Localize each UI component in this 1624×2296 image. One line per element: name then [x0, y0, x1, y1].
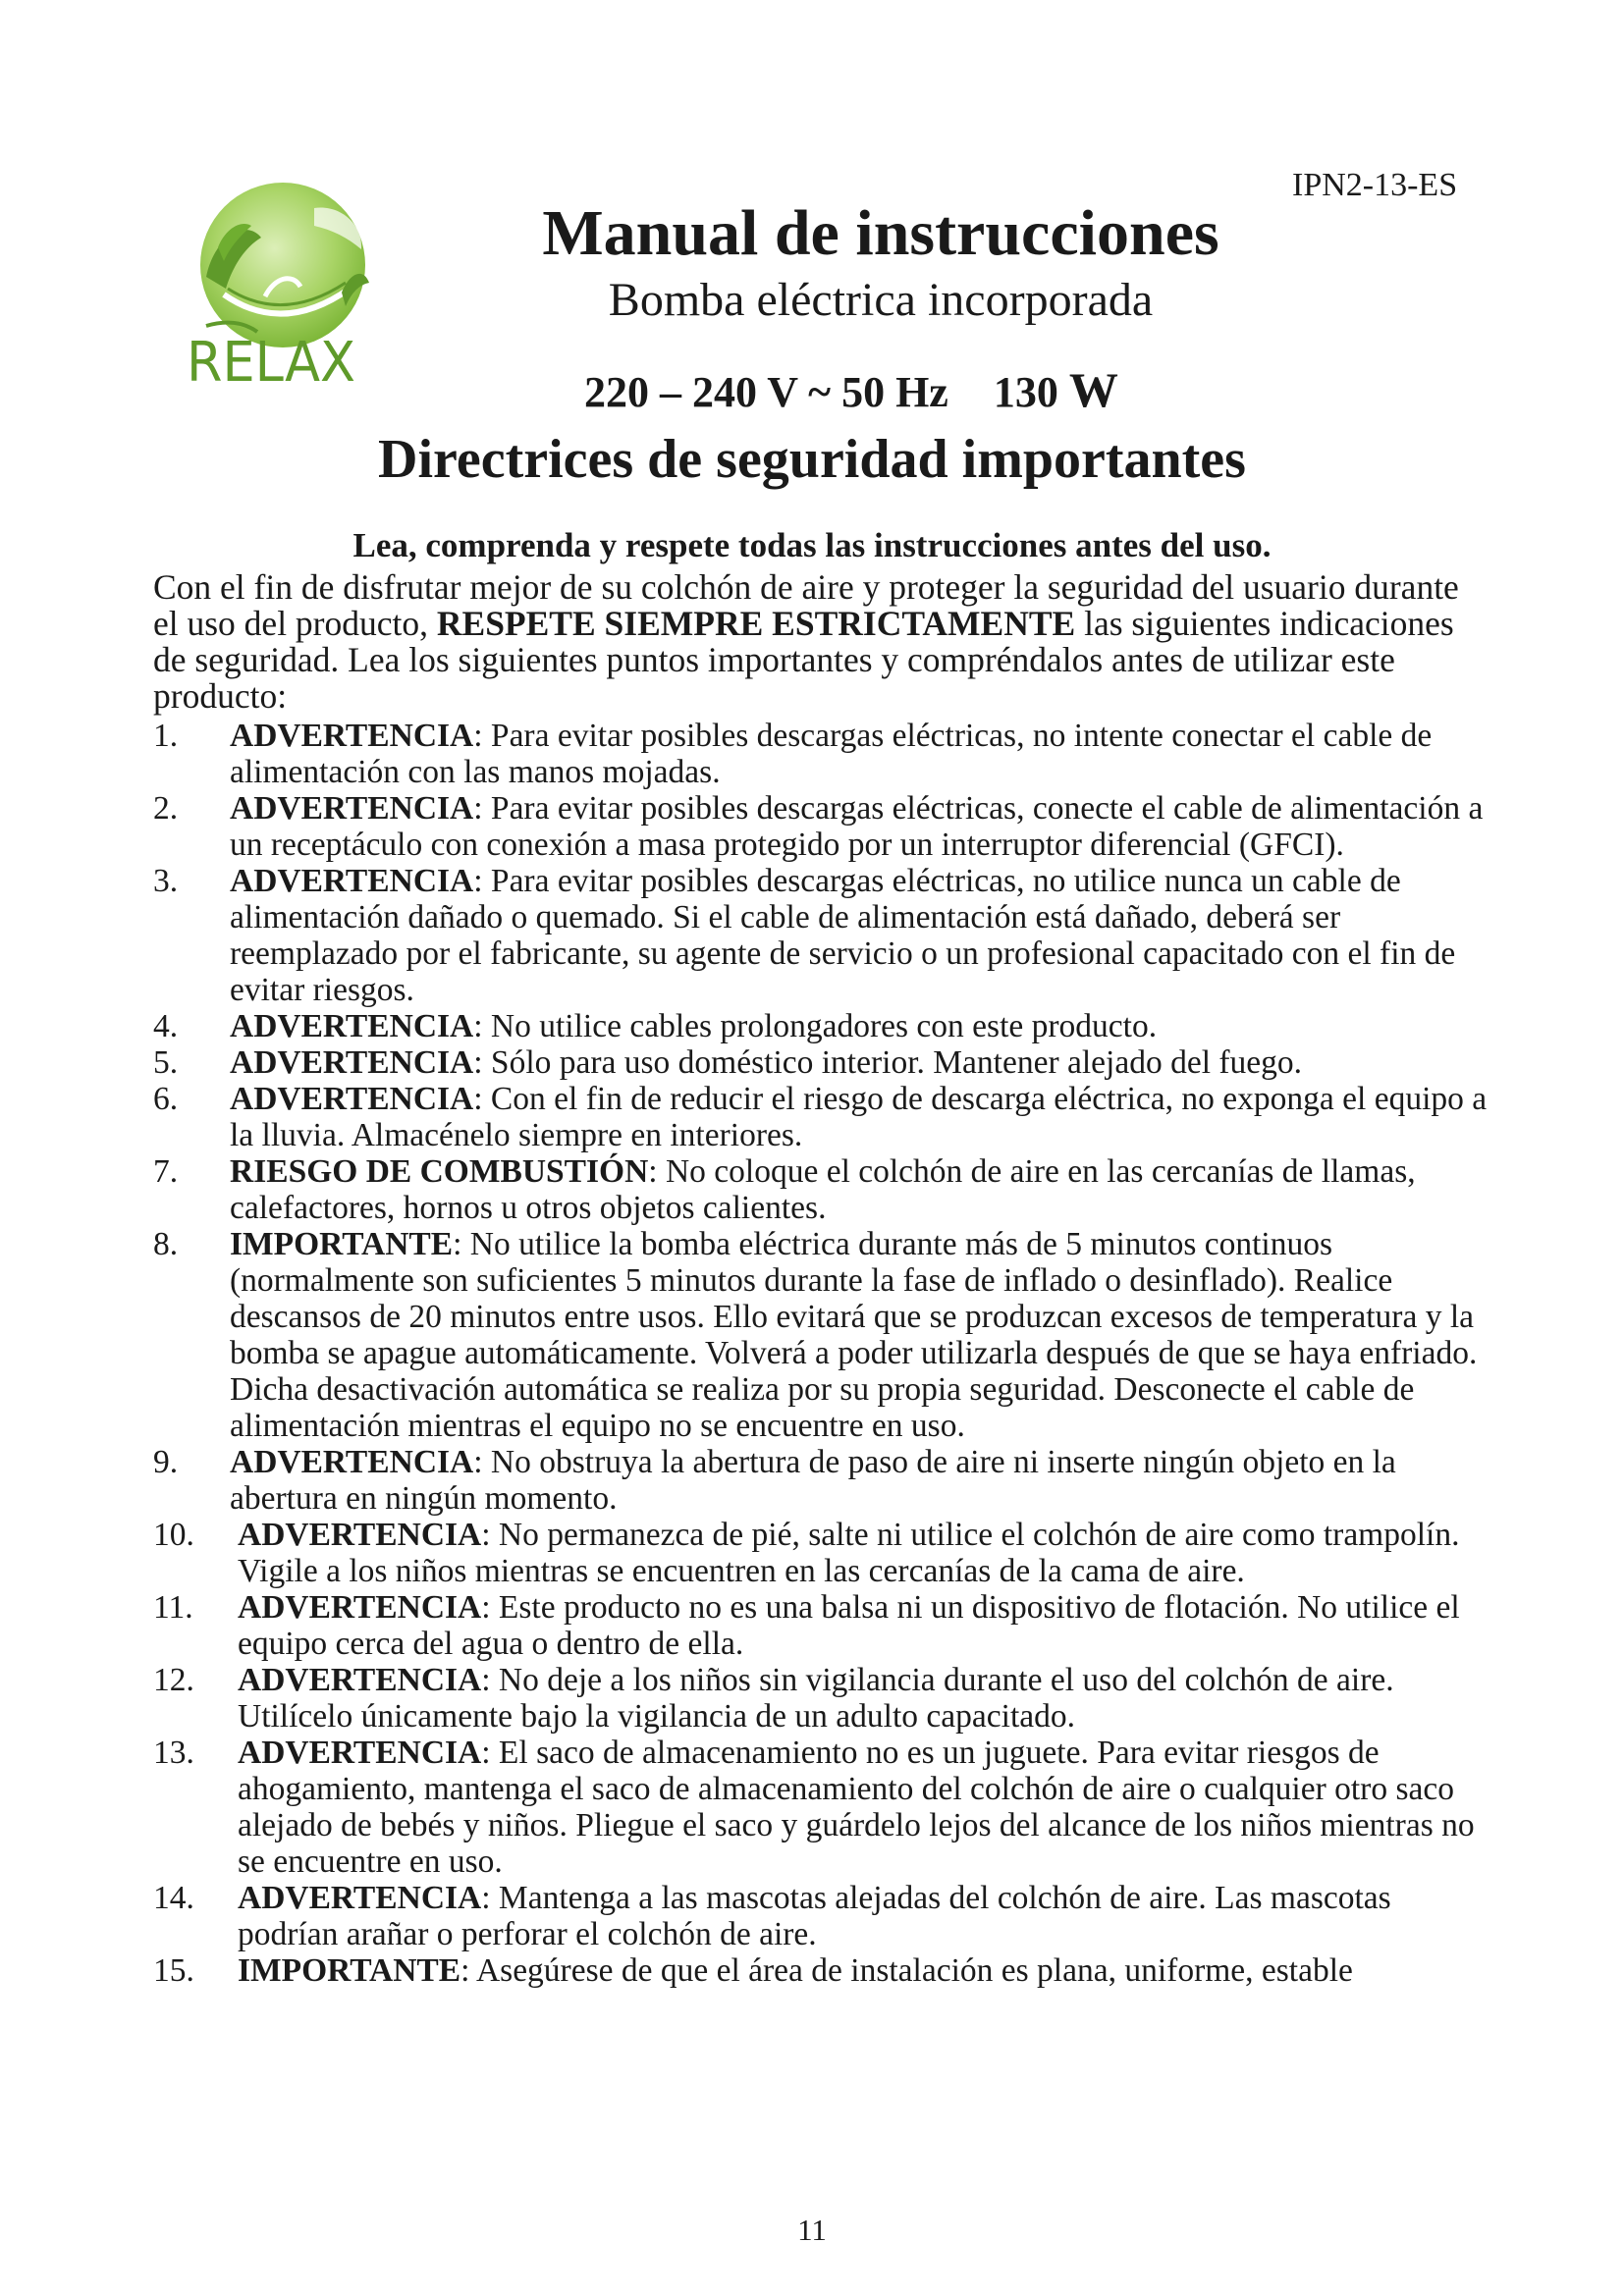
safety-warnings-list — [153, 718, 1498, 1989]
list-item — [153, 1952, 1498, 1989]
item-text: : No utilice la bomba eléctrica durante más de 5 minutos continuos (normalmente son suficientes 5 minutos durante la fase de inflado o desinflado). Realice descansos de 20 minutos entre usos. Ello evitará que se produzcan excesos de temperatura y la bomba se apague automáticamente. Volverá a poder utilizarla después de que se haya enfriado. Dicha desactivación automática se realiza por su propia seguridad. Desconecte el cable de alimentación mientras el equipo no se encuentre en uso. — [230, 1226, 1478, 1444]
item-text: : Mantenga a las mascotas alejadas del colchón de aire. Las mascotas podrían arañar o perforar el colchón de aire. — [238, 1880, 1391, 1952]
list-item — [153, 1444, 1498, 1517]
item-label: ADVERTENCIA — [238, 1517, 482, 1553]
item-text: : Para evitar posibles descargas eléctricas, no utilice nunca un cable de alimentación dañado o quemado. Si el cable de alimentación está dañado, deberá ser reemplazado por el fabricante, su agente de servicio o un profesional capacitado con el fin de evitar riesgos. — [230, 863, 1456, 1008]
item-label: ADVERTENCIA — [238, 1735, 482, 1771]
intro-text-before: Con el fin de disfrutar mejor de su colchón de aire y proteger la seguridad del usuario durante el uso del producto, — [153, 567, 1459, 643]
item-number: 7. — [153, 1153, 179, 1190]
list-item — [153, 790, 1498, 863]
item-number: 1. — [153, 718, 179, 754]
item-label: ADVERTENCIA — [230, 1081, 474, 1117]
item-number: 10. — [153, 1517, 194, 1553]
item-number: 11. — [153, 1589, 193, 1626]
item-label: ADVERTENCIA — [238, 1880, 482, 1916]
item-label: IMPORTANTE — [238, 1952, 461, 1989]
read-instructions-note: Lea, comprenda y respete todas las instrucciones antes del uso. — [352, 526, 1272, 564]
list-item — [153, 1081, 1498, 1153]
item-label: RIESGO DE COMBUSTIÓN — [230, 1153, 649, 1190]
intro-emphasis: RESPETE SIEMPRE ESTRICTAMENTE — [436, 604, 1076, 643]
list-item — [153, 1880, 1498, 1952]
power-value: 130 — [993, 368, 1058, 416]
list-item — [153, 1589, 1498, 1662]
item-label: ADVERTENCIA — [230, 1044, 474, 1081]
item-number: 8. — [153, 1226, 179, 1262]
manual-title: Manual de instrucciones — [542, 197, 1219, 269]
page-number: 11 — [797, 2213, 827, 2247]
item-number: 3. — [153, 863, 179, 899]
item-label: ADVERTENCIA — [230, 718, 474, 754]
item-number: 5. — [153, 1044, 179, 1081]
item-text: : Asegúrese de que el área de instalación es plana, uniforme, estable — [460, 1952, 1353, 1989]
item-label: ADVERTENCIA — [230, 1008, 474, 1044]
power-unit: W — [1068, 362, 1118, 417]
item-label: IMPORTANTE — [230, 1226, 454, 1262]
list-item — [153, 1008, 1498, 1044]
item-text: : No utilice cables prolongadores con este producto. — [473, 1008, 1158, 1044]
item-number: 2. — [153, 790, 179, 827]
item-number: 12. — [153, 1662, 194, 1698]
item-label: ADVERTENCIA — [238, 1662, 482, 1698]
list-item — [153, 1226, 1498, 1444]
item-text: : Con el fin de reducir el riesgo de descarga eléctrica, no exponga el equipo a la lluvia. Almacénelo siempre en interiores. — [230, 1081, 1488, 1153]
list-item — [153, 1153, 1498, 1226]
item-text: : Para evitar posibles descargas eléctricas, no intente conectar el cable de alimentación con las manos mojadas. — [230, 718, 1433, 790]
voltage-spec: 220 – 240 V ~ 50 Hz — [584, 368, 948, 416]
item-text: : Sólo para uso doméstico interior. Mantener alejado del fuego. — [473, 1044, 1303, 1081]
electrical-spec — [584, 361, 1118, 418]
list-item — [153, 718, 1498, 790]
section-title: Directrices de seguridad importantes — [378, 429, 1246, 490]
manual-subtitle: Bomba eléctrica incorporada — [608, 274, 1154, 326]
item-text: : Este producto no es una balsa ni un dispositivo de flotación. No utilice el equipo cerca del agua o dentro de ella. — [238, 1589, 1460, 1662]
list-item — [153, 1044, 1498, 1081]
item-label: ADVERTENCIA — [230, 790, 474, 827]
intro-text-after: las siguientes indicaciones de seguridad. Lea los siguientes puntos importantes y compréndalos antes de utilizar este producto: — [153, 604, 1454, 716]
item-label: ADVERTENCIA — [230, 863, 474, 899]
item-number: 15. — [153, 1952, 194, 1989]
item-text: : El saco de almacenamiento no es un juguete. Para evitar riesgos de ahogamiento, mantenga el saco de almacenamiento del colchón de aire o cualquier otro saco alejado de bebés y niños. Pliegue el saco y guárdelo lejos del alcance de los niños mientras no se encuentre en uso. — [238, 1735, 1475, 1880]
intro-paragraph — [153, 569, 1489, 715]
item-number: 14. — [153, 1880, 194, 1916]
item-number: 6. — [153, 1081, 179, 1117]
item-text: : No obstruya la abertura de paso de aire ni inserte ningún objeto en la abertura en ningún momento. — [230, 1444, 1396, 1517]
item-text: : No deje a los niños sin vigilancia durante el uso del colchón de aire. Utilícelo únicamente bajo la vigilancia de un adulto capacitado. — [238, 1662, 1394, 1735]
item-text: : No permanezca de pié, salte ni utilice el colchón de aire como trampolín. Vigile a los niños mientras se encuentren en las cercanías de la cama de aire. — [238, 1517, 1460, 1589]
document-code: IPN2-13-ES — [1292, 167, 1458, 203]
item-text: : No coloque el colchón de aire en las cercanías de llamas, calefactores, hornos u otros objetos calientes. — [230, 1153, 1416, 1226]
item-number: 9. — [153, 1444, 179, 1480]
list-item — [153, 1735, 1498, 1880]
logo-text: RELAX — [187, 331, 355, 395]
list-item — [153, 1517, 1498, 1589]
list-item — [153, 863, 1498, 1008]
item-text: : Para evitar posibles descargas eléctricas, conecte el cable de alimentación a un receptáculo con conexión a masa protegido por un interruptor diferencial (GFCI). — [230, 790, 1484, 863]
item-number: 4. — [153, 1008, 179, 1044]
item-label: ADVERTENCIA — [238, 1589, 482, 1626]
item-label: ADVERTENCIA — [230, 1444, 474, 1480]
item-number: 13. — [153, 1735, 194, 1771]
list-item — [153, 1662, 1498, 1735]
